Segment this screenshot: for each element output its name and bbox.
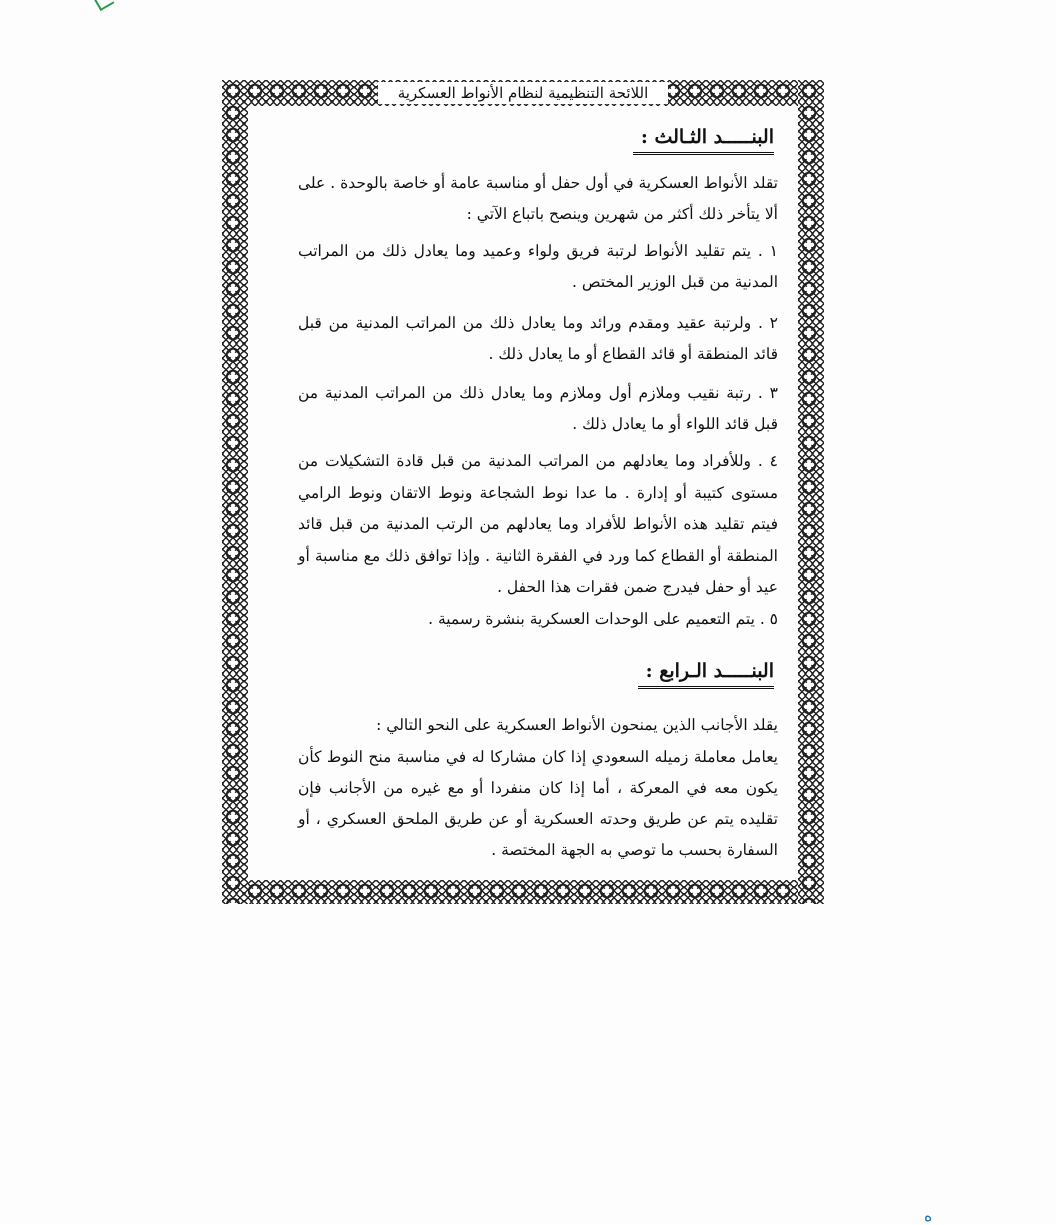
section-3-item-2: ٢ . ولرتبة عقيد ومقدم ورائد وما يعادل ذلك من المراتب المدنية من قبل قائد المنطقة أو قائد القطاع أو ما يعادل ذلك . — [298, 314, 778, 363]
section-3-item-5: ٥ . يتم التعميم على الوحدات العسكرية بنشرة رسمية . — [428, 610, 778, 628]
frame-border-bottom — [222, 880, 824, 904]
section-3-item-3: ٣ . رتبة نقيب وملازم أول وملازم وما يعادل ذلك من المراتب المدنية من قبل قائد اللواء أو ما يعادل ذلك . — [298, 384, 778, 433]
corner-mark — [94, 0, 115, 11]
section-3-item-1: ١ . يتم تقليد الأنواط لرتبة فريق ولواء وعميد وما يعادل ذلك من المراتب المدنية من قبل الوزير المختص . — [298, 242, 778, 291]
section-4-intro: يقلد الأجانب الذين يمنحون الأنواط العسكرية على النحو التالي : — [376, 716, 778, 734]
section-4-heading: البنـــــد الـرابع : — [638, 660, 774, 689]
document-header-title: اللائحة التنظيمية لنظام الأنواط العسكرية — [378, 82, 668, 104]
page-number: ه — [924, 1206, 933, 1225]
section-3-item-4: ٤ . وللأفراد وما يعادلهم من المراتب المدنية من قبل قادة التشكيلات من مستوى كتيبة أو إدارة . ما عدا نوط الشجاعة ونوط الاتقان ونوط الرامي فيتم تقليد هذه الأنواط للأفراد وما يعادلهم من الرتب المدنية من قبل قائد المنطقة أو القطاع كما ورد في الفقرة الثانية . وإذا توافق ذلك مع مناسبة أو عيد أو حفل فيدرج ضمن فقرات هذا الحفل . — [298, 452, 778, 596]
frame-border-left — [222, 80, 248, 904]
frame-border-right — [798, 80, 824, 904]
section-3-intro: تقلد الأنواط العسكرية في أول حفل أو مناسبة عامة أو خاصة بالوحدة . على ألا يتأخر ذلك أكثر من شهرين وينصح باتباع الآتي : — [298, 174, 778, 223]
section-4-body: يعامل معاملة زميله السعودي إذا كان مشاركا له في مناسبة منح النوط كأن يكون معه في المعركة ، أما إذا كان منفردا أو مع غيره من الأجانب فإن تقليده يتم عن طريق وحدته العسكرية أو عن طريق الملحق العسكري ، أو السفارة بحسب ما توصي به الجهة المختصة . — [298, 748, 778, 859]
section-3-heading: البنـــــد الثـالث : — [633, 126, 774, 155]
